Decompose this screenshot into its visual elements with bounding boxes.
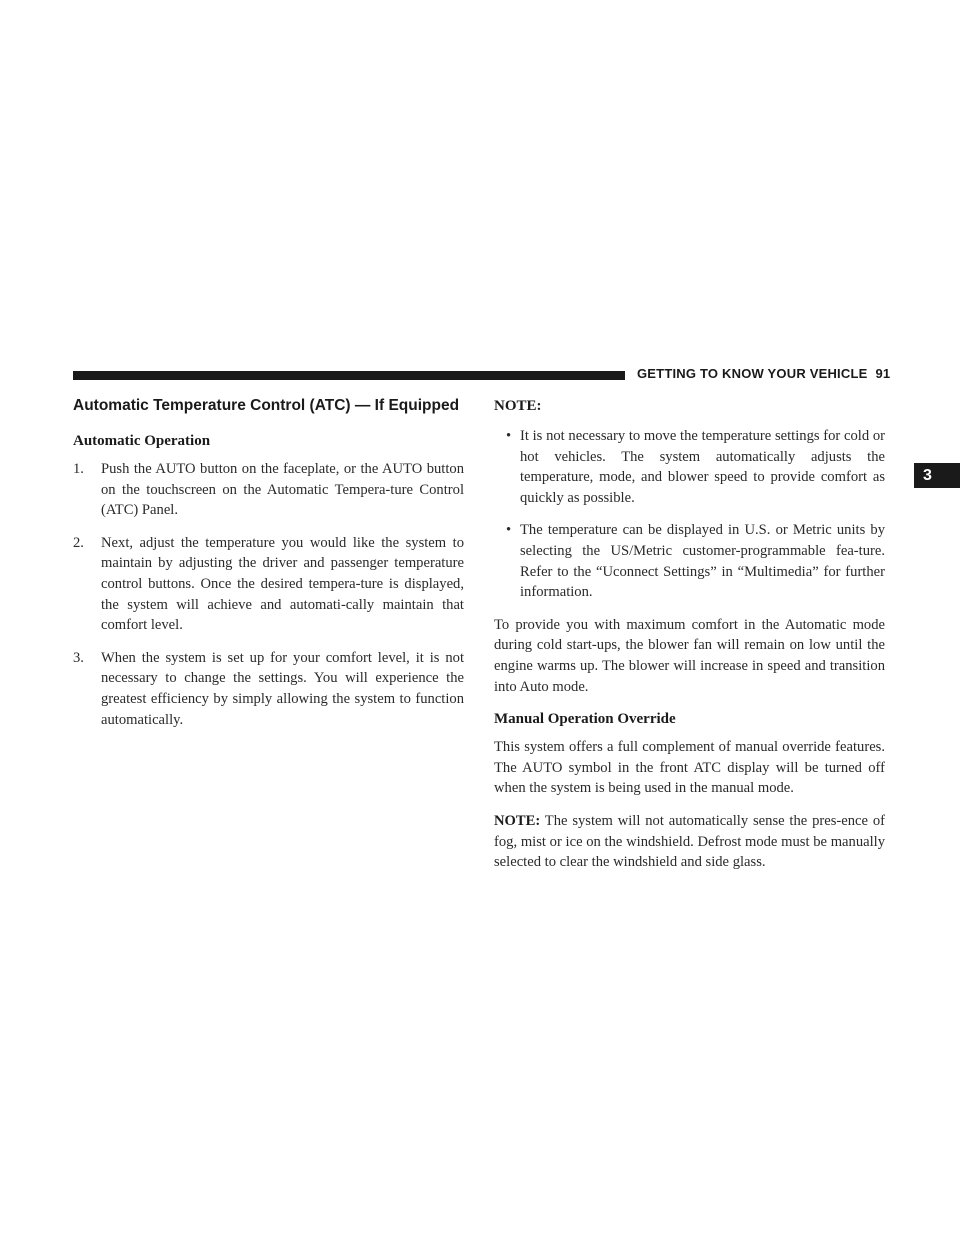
page-number: 91 [875, 366, 891, 381]
running-title: GETTING TO KNOW YOUR VEHICLE [637, 366, 868, 381]
header-rule [73, 371, 625, 380]
step-number: 1. [73, 461, 84, 477]
running-header [637, 366, 890, 381]
note-defrost [494, 811, 885, 873]
step-number: 3. [73, 649, 84, 666]
left-column [73, 396, 464, 742]
right-column [494, 396, 885, 885]
list-item [494, 520, 885, 602]
step-number: 2. [73, 534, 84, 551]
bullet-icon: • [506, 428, 512, 444]
note-bullets [494, 426, 885, 603]
bullet-text: The temperature can be displayed in U.S. or Metric units by selecting the US/Metric customer-programmable fea-ture. Refer to the “Uconnect Settings” in “Multimedia” for further information. [520, 522, 885, 601]
step-text: When the system is set up for your comfort level, it is not necessary to change the settings. You will experience the greatest efficiency by simply allowing the system to function automatically. [101, 649, 464, 728]
bullet-text: It is not necessary to move the temperature settings for cold or hot vehicles. The system automatically adjusts the temperature, mode, and blower speed to provide comfort as quickly as possible. [520, 428, 885, 506]
step-text: Next, adjust the temperature you would like the system to maintain by adjusting the driver and passenger temperature control buttons. Once the desired tempera-ture is displayed, the system will achieve and automati-cally maintain that comfort level. [101, 534, 464, 634]
subhead-manual-override: Manual Operation Override [494, 711, 676, 728]
list-item [73, 533, 464, 636]
list-item [494, 426, 885, 508]
paragraph-cold-start: To provide you with maximum comfort in the Automatic mode during cold start-ups, the blower fan will remain on low until the engine warms up. The blower will increase in speed and transition into Auto mode. [494, 616, 885, 695]
bullet-icon: • [506, 522, 512, 539]
step-text: Push the AUTO button on the faceplate, or the AUTO button on the touchscreen on the Automatic Tempera-ture Control (ATC) Panel. [101, 461, 464, 519]
subhead-automatic-operation: Automatic Operation [73, 433, 211, 449]
note-defrost-text: The system will not automatically sense the pres-ence of fog, mist or ice on the windshield. Defrost mode must be manually selected to clear the windshield and side glass. [494, 812, 885, 871]
list-item [73, 459, 464, 521]
list-item [73, 648, 464, 730]
steps-list [73, 459, 464, 730]
note-label: NOTE: [494, 812, 541, 829]
section-title: Automatic Temperature Control (ATC) — If Equipped [73, 397, 460, 414]
note-label: NOTE: [494, 398, 542, 414]
paragraph-manual-override: This system offers a full complement of manual override features. The AUTO symbol in the front ATC display will be turned off when the system is being used in the manual mode. [494, 739, 885, 797]
chapter-tab: 3 [914, 463, 960, 488]
